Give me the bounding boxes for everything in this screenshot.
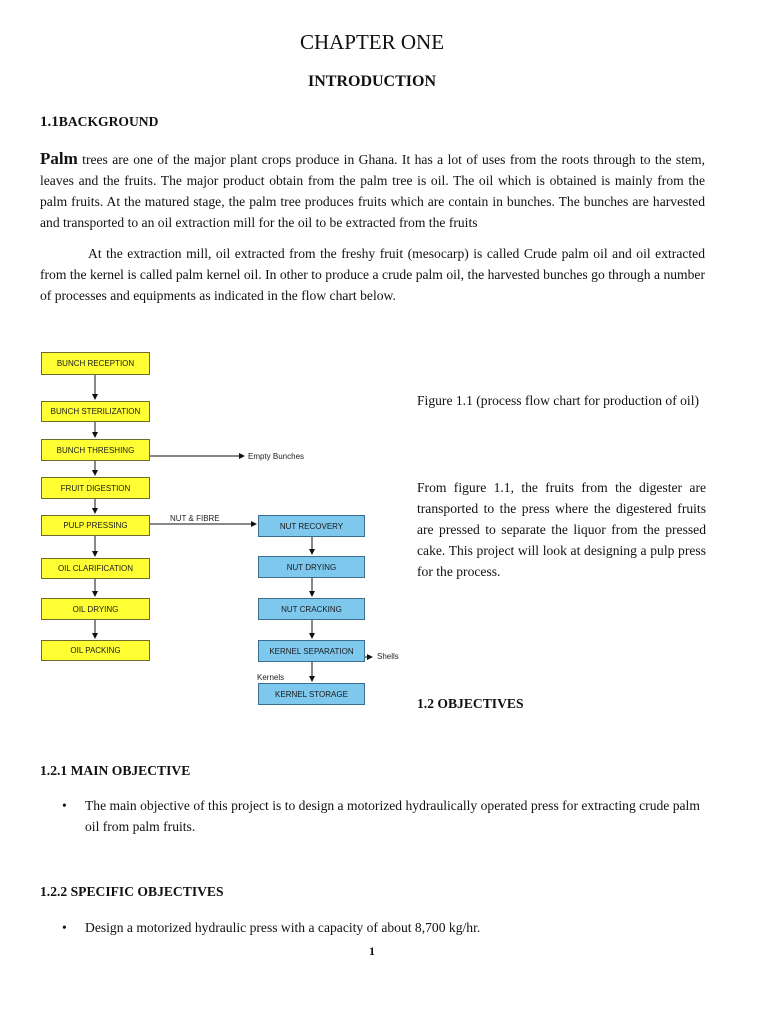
- introduction-heading: INTRODUCTION: [307, 73, 436, 90]
- specific-objectives-heading: 1.2.2 SPECIFIC OBJECTIVES: [40, 884, 224, 899]
- step-kernel-separation: KERNEL SEPARATION: [258, 640, 365, 662]
- step-bunch-sterilization: BUNCH STERILIZATION: [41, 401, 150, 422]
- step-fruit-digestion: FRUIT DIGESTION: [41, 477, 150, 499]
- background-paragraph-2: At the extraction mill, oil extracted from the freshy fruit (mesocarp) is called Crude palm oil and oil extracted from the kernel is called palm kernel oil. In other to produce a crude palm oil, the harvested bunches go through a number of processes and equipments as indicated in the flow chart below.: [40, 246, 705, 303]
- label-empty-bunches: Empty Bunches: [248, 452, 305, 461]
- step-nut-drying: NUT DRYING: [258, 556, 365, 578]
- label-nut-fibre: NUT & FIBRE: [170, 514, 220, 523]
- main-objective-item: [62, 795, 705, 837]
- background-heading-number: 1.1: [40, 114, 59, 130]
- step-oil-packing: OIL PACKING: [41, 640, 150, 661]
- objectives-heading: 1.2 OBJECTIVES: [417, 696, 524, 711]
- figure-description: From figure 1.1, the fruits from the digester are transported to the press where the digestered fruits are pressed to separate the liquor from the pressed cake. This project will look at designing a pulp press for the process.: [417, 480, 706, 579]
- step-bunch-threshing: BUNCH THRESHING: [41, 439, 150, 461]
- main-objective-heading: 1.2.1 MAIN OBJECTIVE: [40, 763, 191, 778]
- paragraph-1-text: trees are one of the major plant crops produce in Ghana. It has a lot of uses from the roots through to the stem, leaves and the fruits. The major product obtain from the palm tree is oil. The oil which is obtained is mainly from the palm fruits. At the matured stage, the palm tree produces fruits which are contain in bunches. The bunches are harvested and transported to an oil extraction mill for the oil to be extracted from the fruits: [40, 152, 705, 230]
- step-nut-recovery: NUT RECOVERY: [258, 515, 365, 537]
- background-heading-text: BACKGROUND: [58, 114, 159, 129]
- step-nut-cracking: NUT CRACKING: [258, 598, 365, 620]
- step-kernel-storage: KERNEL STORAGE: [258, 683, 365, 705]
- bullet-glyph: •: [62, 798, 67, 813]
- specific-objective-text: Design a motorized hydraulic press with a capacity of about 8,700 kg/hr.: [85, 920, 481, 935]
- lead-word: Palm: [40, 149, 78, 168]
- step-oil-drying: OIL DRYING: [41, 598, 150, 620]
- label-shells: Shells: [377, 652, 399, 661]
- chapter-title: CHAPTER ONE: [299, 30, 445, 54]
- figure-caption: Figure 1.1 (process flow chart for production of oil): [417, 393, 699, 408]
- step-oil-clarification: OIL CLARIFICATION: [41, 558, 150, 579]
- page-number: 1: [369, 944, 375, 958]
- label-kernels: Kernels: [257, 673, 285, 682]
- step-bunch-reception: BUNCH RECEPTION: [41, 352, 150, 375]
- main-objective-text: The main objective of this project is to design a motorized hydraulically operated press for extracting crude palm oil from palm fruits.: [85, 798, 700, 834]
- specific-objective-item: [62, 917, 705, 938]
- step-pulp-pressing: PULP PRESSING: [41, 515, 150, 536]
- bullet-glyph: •: [62, 920, 67, 935]
